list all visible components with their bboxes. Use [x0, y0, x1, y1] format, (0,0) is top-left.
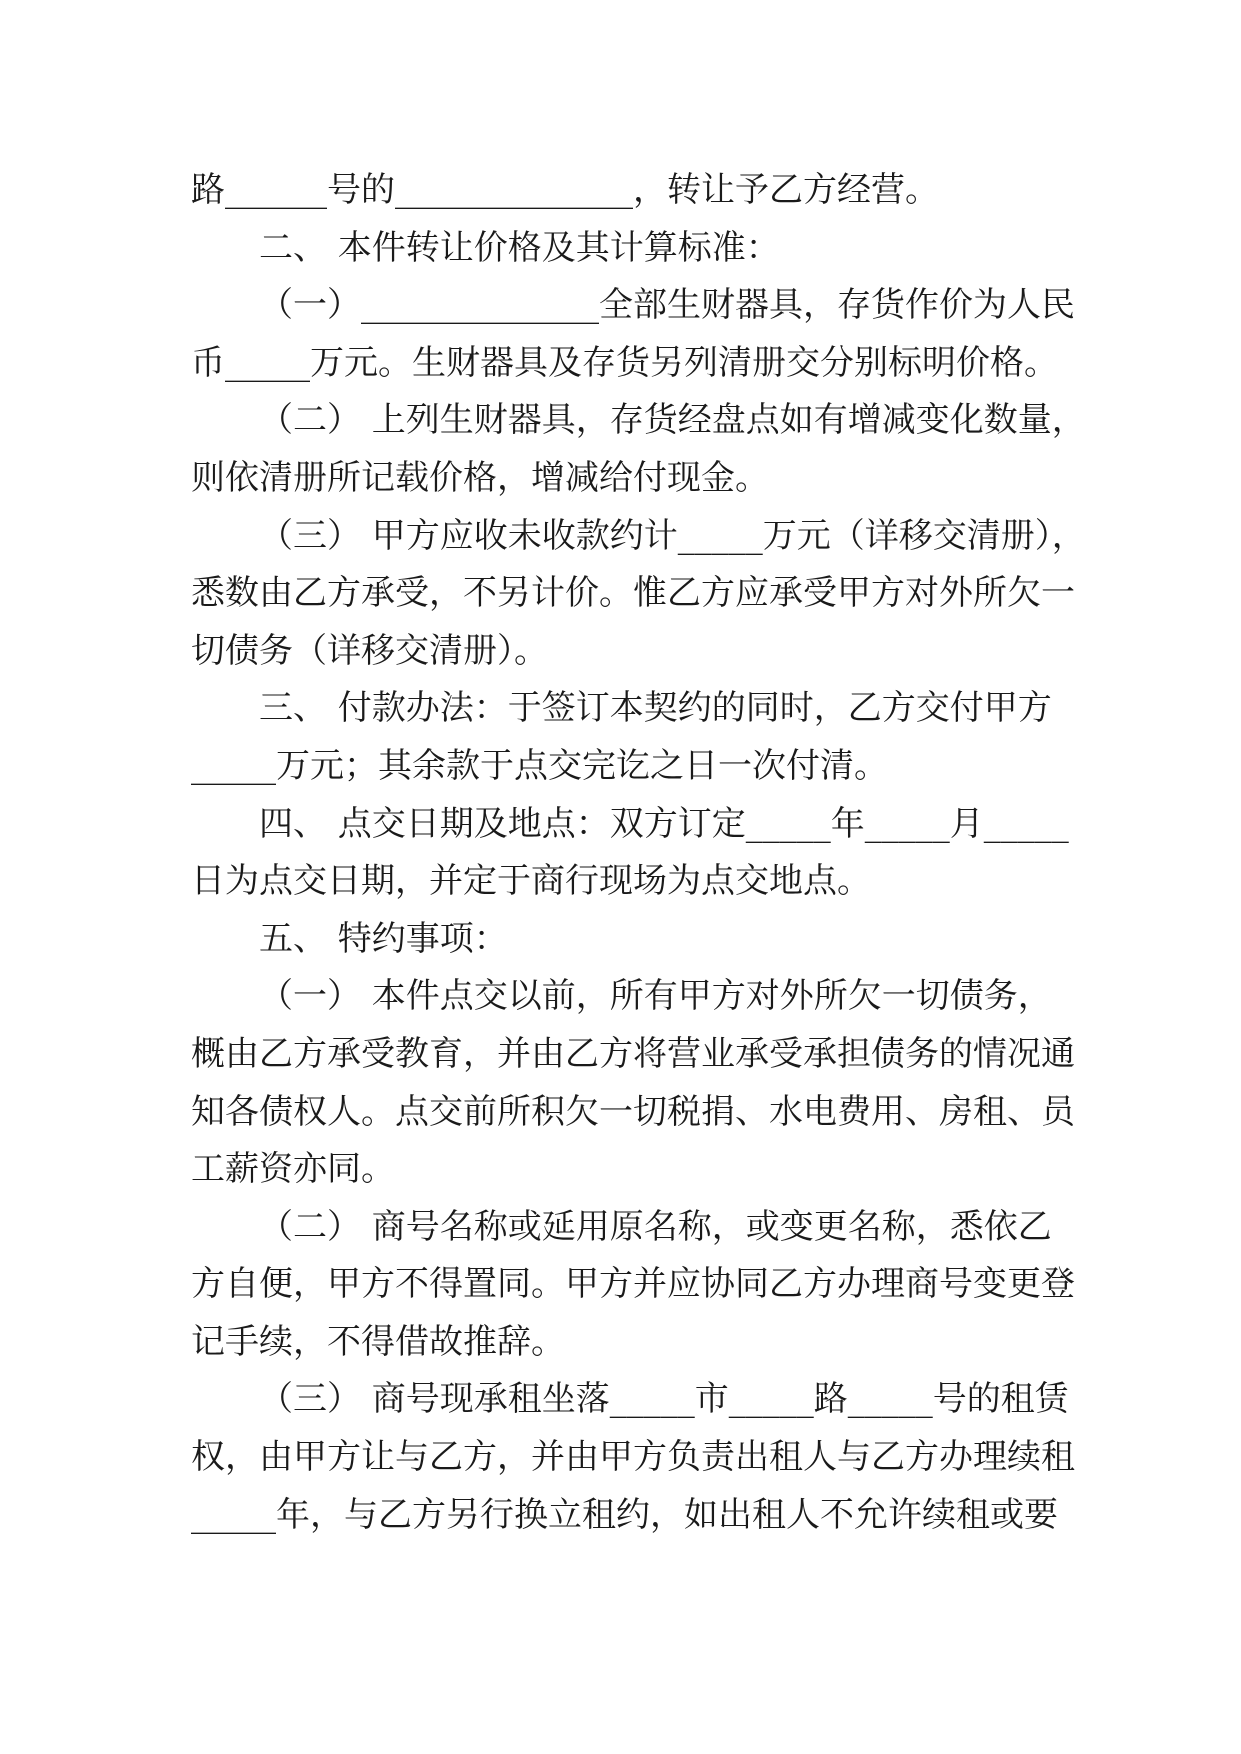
section-heading-3: 三、 付款办法：于签订本契约的同时，乙方交付甲方 — [259, 688, 1052, 729]
clause-2-3: （三） 甲方应收未收款约计_____万元（详移交清册）， — [259, 515, 1086, 556]
section-heading-4: 四、 点交日期及地点：双方订定_____年_____月_____ — [259, 803, 1069, 844]
text-line-24: _____年，与乙方另行换立租约，如出租人不允许续租或要 — [191, 1494, 1058, 1535]
clause-5-1: （一） 本件点交以前，所有甲方对外所欠一切债务， — [259, 976, 1052, 1017]
text-line-13: 日为点交日期，并定于商行现场为点交地点。 — [191, 861, 871, 902]
clause-5-3: （三） 商号现承租坐落_____市_____路_____号的租赁 — [259, 1379, 1069, 1420]
text-line-17: 知各债权人。点交前所积欠一切税捐、水电费用、房租、员 — [191, 1091, 1075, 1132]
text-line-16: 概由乙方承受教育，并由乙方将营业承受承担债务的情况通 — [191, 1033, 1075, 1074]
text-line-1: 路______号的______________，转让予乙方经营。 — [191, 170, 939, 210]
text-line-8: 悉数由乙方承受，不另计价。惟乙方应承受甲方对外所欠一 — [191, 573, 1075, 614]
text-line-21: 记手续，不得借故推辞。 — [191, 1321, 565, 1362]
section-heading-5: 五、 特约事项： — [259, 918, 508, 959]
text-line-11: _____万元；其余款于点交完讫之日一次付清。 — [191, 745, 888, 786]
text-line-18: 工薪资亦同。 — [191, 1149, 395, 1190]
contract-body — [191, 162, 1086, 1544]
clause-2-2: （二） 上列生财器具，存货经盘点如有增减变化数量， — [259, 400, 1086, 441]
text-line-9: 切债务（详移交清册）。 — [191, 630, 548, 671]
text-line-4: 币_____万元。生财器具及存货另列清册交分别标明价格。 — [191, 342, 1058, 383]
text-line-20: 方自便，甲方不得置同。甲方并应协同乙方办理商号变更登 — [191, 1264, 1075, 1305]
clause-2-1: （一）______________全部生财器具，存货作价为人民 — [259, 285, 1075, 326]
section-heading-2: 二、 本件转让价格及其计算标准： — [259, 227, 780, 268]
text-line-6: 则依清册所记载价格，增减给付现金。 — [191, 457, 769, 498]
clause-5-2: （二） 商号名称或延用原名称，或变更名称，悉依乙 — [259, 1206, 1052, 1247]
text-line-23: 权，由甲方让与乙方，并由甲方负责出租人与乙方办理续租 — [191, 1437, 1075, 1478]
